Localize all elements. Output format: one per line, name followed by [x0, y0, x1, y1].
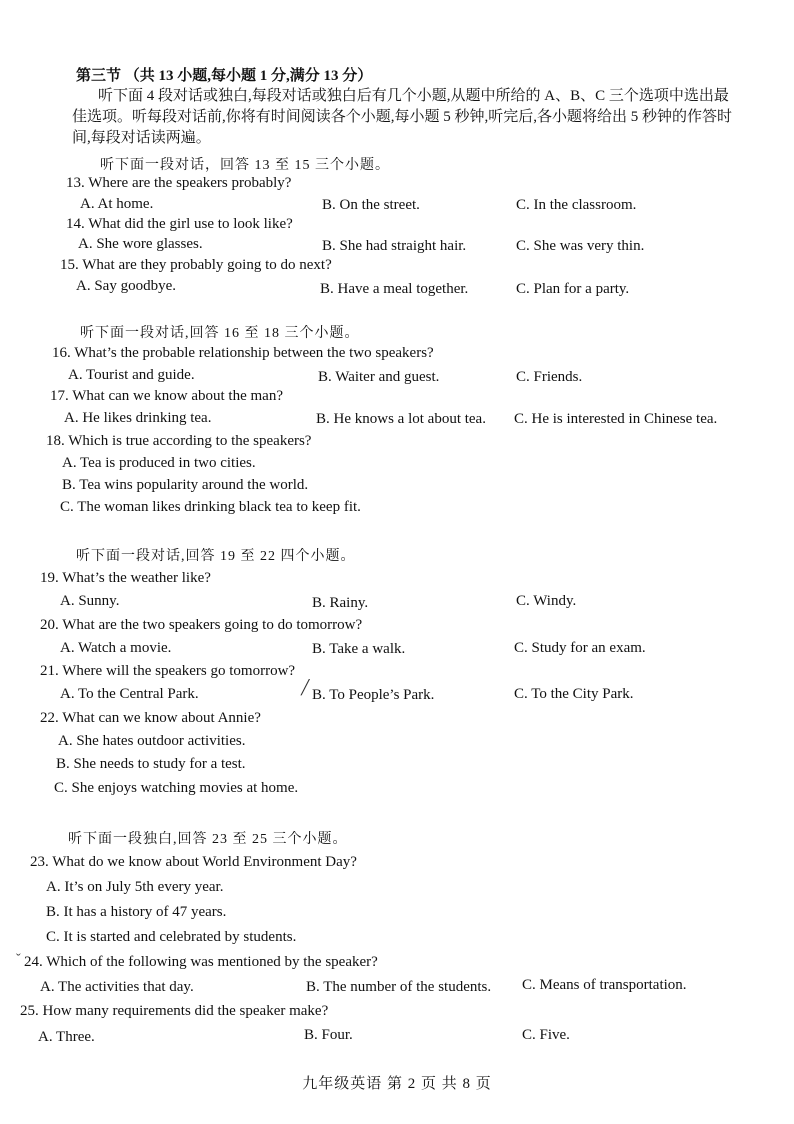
option-13-b: B. On the street. [322, 197, 420, 213]
question-22: 22. What can we know about Annie? [40, 710, 261, 726]
option-16-c: C. Friends. [516, 369, 583, 385]
option-15-a: A. Say goodbye. [76, 278, 176, 294]
question-14: 14. What did the girl use to look like? [66, 216, 293, 232]
option-17-c: C. He is interested in Chinese tea. [514, 411, 718, 427]
option-24-b: B. The number of the students. [306, 979, 492, 995]
option-15-b: B. Have a meal together. [320, 281, 469, 297]
pen-mark-icon: ╱ [301, 681, 310, 696]
group-intro: 听下面一段对话,回答 16 至 18 三个小题。 [80, 326, 360, 341]
option-25-a: A. Three. [38, 1029, 95, 1045]
option-22-a: A. She hates outdoor activities. [58, 733, 246, 749]
question-18: 18. Which is true according to the speakers? [46, 433, 312, 449]
question-16: 16. What’s the probable relationship between the two speakers? [52, 345, 434, 361]
option-16-b: B. Waiter and guest. [318, 369, 440, 385]
option-21-a: A. To the Central Park. [60, 686, 199, 702]
pen-mark-icon: ˇ [16, 952, 21, 967]
option-21-c: C. To the City Park. [514, 686, 634, 702]
option-20-b: B. Take a walk. [312, 641, 406, 657]
option-25-c: C. Five. [522, 1027, 570, 1043]
option-23-a: A. It’s on July 5th every year. [46, 879, 224, 895]
option-19-c: C. Windy. [516, 593, 577, 609]
option-19-b: B. Rainy. [312, 595, 369, 611]
option-18-b: B. Tea wins popularity around the world. [62, 477, 309, 493]
option-23-b: B. It has a history of 47 years. [46, 904, 227, 920]
option-22-c: C. She enjoys watching movies at home. [54, 780, 299, 796]
option-23-c: C. It is started and celebrated by students. [46, 929, 297, 945]
option-18-a: A. Tea is produced in two cities. [62, 455, 256, 471]
group-intro: 听下面一段独白,回答 23 至 25 三个小题。 [68, 832, 348, 847]
question-23: 23. What do we know about World Environment Day? [30, 854, 357, 870]
option-13-c: C. In the classroom. [516, 197, 637, 213]
option-25-b: B. Four. [304, 1027, 353, 1043]
question-17: 17. What can we know about the man? [50, 388, 283, 404]
option-24-a: A. The activities that day. [40, 979, 194, 995]
option-24-c: C. Means of transportation. [522, 977, 687, 993]
question-15: 15. What are they probably going to do next? [60, 257, 332, 273]
section-instructions: 听下面 4 段对话或独白,每段对话或独白后有几个小题,从题中所给的 A、B、C 三个选项中选出最佳选项。听每段对话前,你将有时间阅读各个小题,每小题 5 秒钟,听完后,各小题将给出 5 秒钟的作答时间,每段对话读两遍。 [72, 88, 733, 146]
option-17-a: A. He likes drinking tea. [64, 410, 212, 426]
option-20-a: A. Watch a movie. [60, 640, 172, 656]
question-25: 25. How many requirements did the speaker make? [20, 1003, 329, 1019]
option-21-b: B. To People’s Park. [312, 687, 435, 703]
option-13-a: A. At home. [80, 196, 154, 212]
group-intro: 听下面一段对话，回答 13 至 15 三个小题。 [100, 158, 390, 173]
question-13: 13. Where are the speakers probably? [66, 175, 292, 191]
question-24: 24. Which of the following was mentioned by the speaker? [24, 954, 378, 970]
question-19: 19. What’s the weather like? [40, 570, 211, 586]
option-17-b: B. He knows a lot about tea. [316, 411, 486, 427]
option-18-c: C. The woman likes drinking black tea to keep fit. [60, 499, 361, 515]
option-14-b: B. She had straight hair. [322, 238, 467, 254]
section-title: 第三节 （共 13 小题,每小题 1 分,满分 13 分） [76, 68, 373, 84]
option-14-a: A. She wore glasses. [78, 236, 203, 252]
page-footer: 九年级英语 第 2 页 共 8 页 [302, 1076, 492, 1092]
option-20-c: C. Study for an exam. [514, 640, 646, 656]
option-19-a: A. Sunny. [60, 593, 120, 609]
option-22-b: B. She needs to study for a test. [56, 756, 246, 772]
option-15-c: C. Plan for a party. [516, 281, 630, 297]
option-16-a: A. Tourist and guide. [68, 367, 195, 383]
group-intro: 听下面一段对话,回答 19 至 22 四个小题。 [76, 549, 356, 564]
question-20: 20. What are the two speakers going to do tomorrow? [40, 617, 363, 633]
option-14-c: C. She was very thin. [516, 238, 645, 254]
question-21: 21. Where will the speakers go tomorrow? [40, 663, 296, 679]
